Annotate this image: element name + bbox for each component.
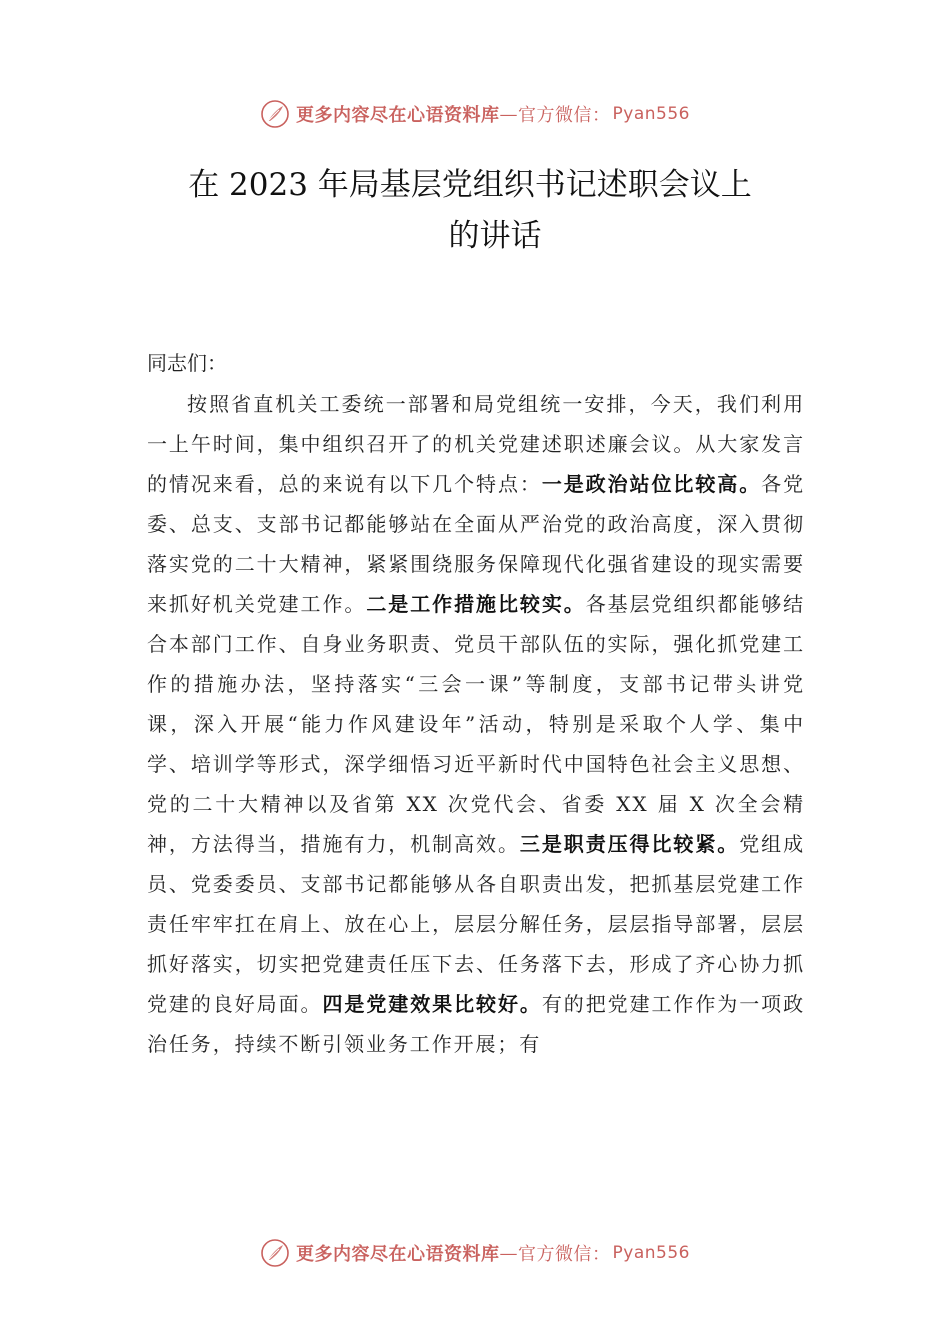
watermark-header	[0, 94, 950, 134]
paragraph-segment: 各基层党组织都能够结合本部门工作、自身业务职责、党员干部队伍的实际，强化抓党建工作的措施办法，坚持落实“三会一课”等制度，支部书记带头讲党课，深入开展“能力作风建设年”活动，特别是采取个人学、集中学、培训学等形式，深学细悟习近平新时代中国特色社会主义思想、党的二十大精神以及省第 XX 次党代会、省委 XX 届 X 次全会精神，方法得当，措施有力，机制高效。	[147, 592, 806, 856]
watermark-main-text: 更多内容尽在心语资料库	[296, 1244, 500, 1265]
watermark-label: 官方微信：	[518, 1244, 611, 1265]
feather-pen-icon	[260, 99, 290, 129]
watermark-separator: —	[499, 1242, 519, 1264]
watermark-wechat-id: Pyan556	[612, 104, 690, 124]
body-paragraph	[147, 384, 805, 1064]
document-title-line1: 在 2023 年局基层党组织书记述职会议上	[188, 167, 752, 203]
document-title-line2: 的讲话	[448, 218, 542, 254]
point-heading-4: 四是党建效果比较好。	[322, 992, 542, 1016]
point-heading-3: 三是职责压得比较紧。	[519, 832, 740, 856]
paragraph-segment: 各党委、总支、支部书记都能够站在全面从严治党的政治高度，深入贯彻落实党的二十大精神，紧紧围绕服务保障现代化强省建设的现实需要来抓好机关党建工作。	[147, 472, 805, 616]
watermark-footer	[0, 1233, 950, 1273]
watermark-label: 官方微信：	[518, 105, 611, 126]
watermark-main-text: 更多内容尽在心语资料库	[296, 105, 500, 126]
document-title	[0, 160, 950, 262]
paragraph-segment: 有的把党建工作作为一项政治任务，持续不断引领业务工作开展；有	[147, 992, 806, 1056]
paragraph-segment: 按照省直机关工委统一部署和局党组统一安排，今天，我们利用一上午时间，集中组织召开了的机关党建述职述廉会议。从大家发言的情况来看，总的来说有以下几个特点：	[147, 392, 805, 496]
feather-pen-icon	[260, 1238, 290, 1268]
point-heading-1: 一是政治站位比较高。	[541, 472, 762, 496]
paragraph-segment: 党组成员、党委委员、支部书记都能够从各自职责出发，把抓基层党建工作责任牢牢扛在肩上、放在心上，层层分解任务，层层指导部署，层层抓好落实，切实把党建责任压下去、任务落下去，形成了齐心协力抓党建的良好局面。	[147, 832, 806, 1016]
watermark-separator: —	[499, 103, 519, 125]
salutation: 同志们：	[147, 351, 227, 375]
point-heading-2: 二是工作措施比较实。	[366, 592, 586, 616]
watermark-wechat-id: Pyan556	[612, 1243, 690, 1263]
